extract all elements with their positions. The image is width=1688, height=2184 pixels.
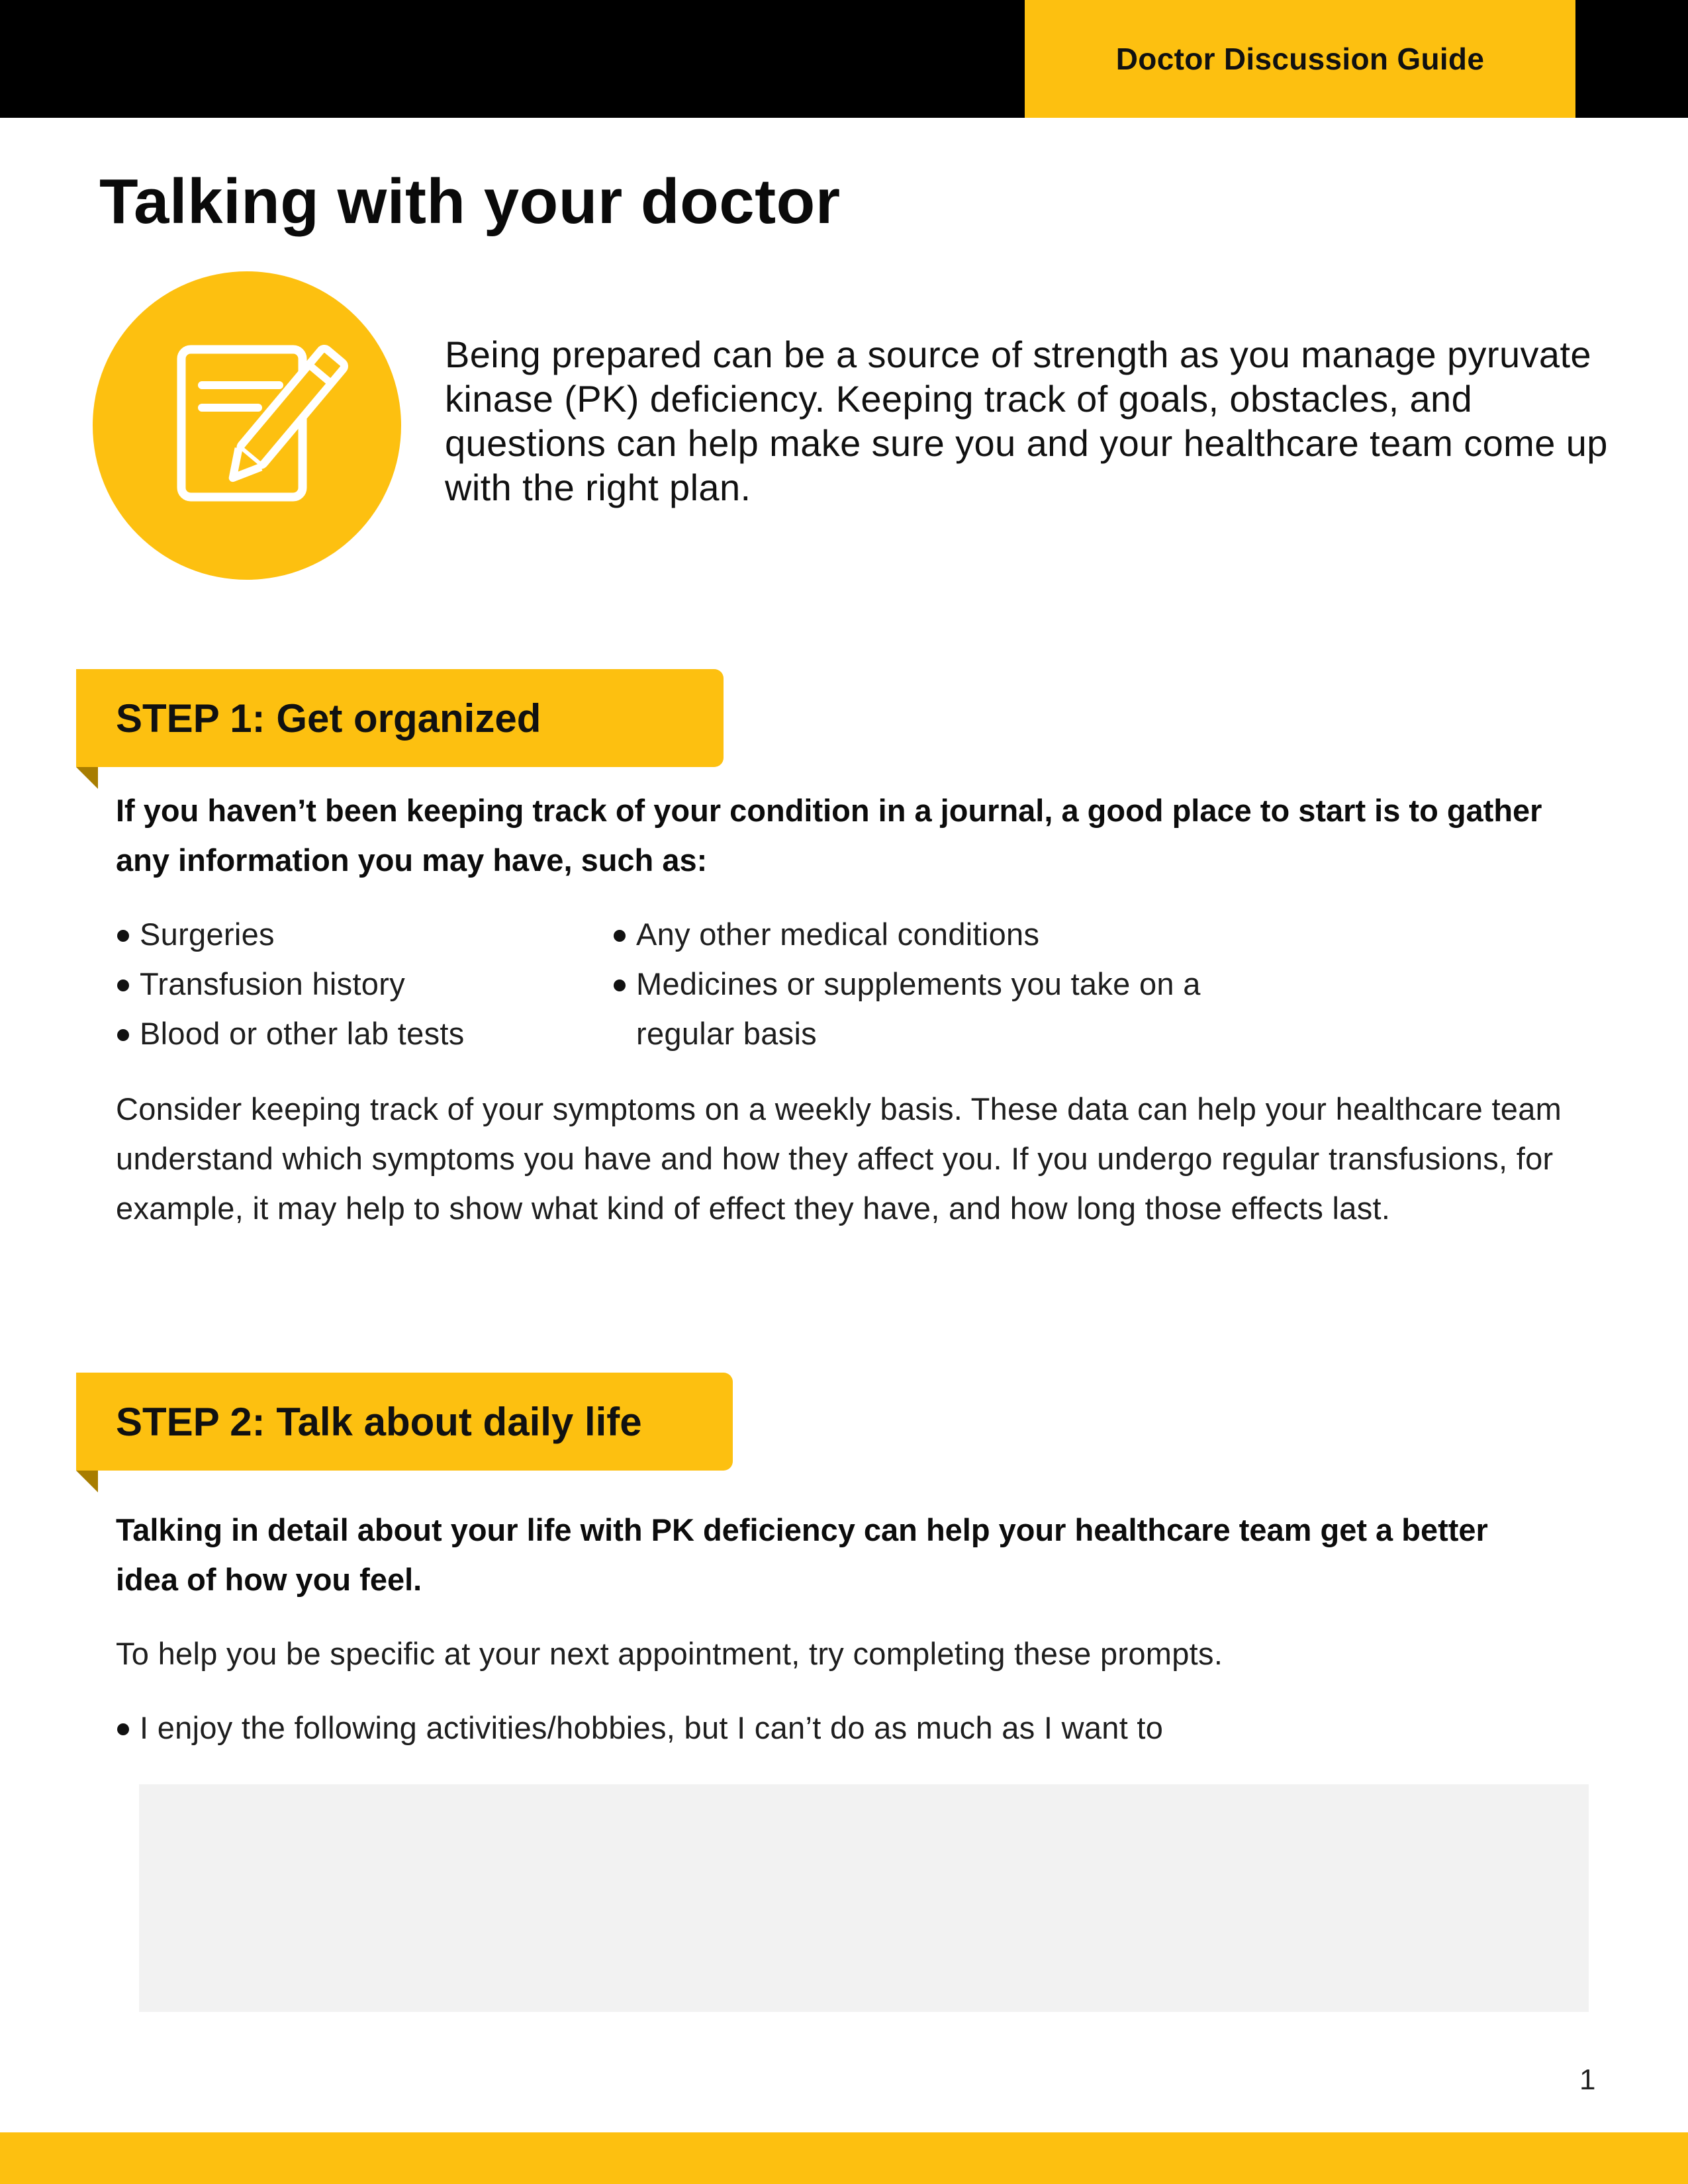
step2-banner: [76, 1373, 733, 1471]
step2-lead: Talking in detail about your life with PK deficiency can help your healthcare team get a better idea of how you feel.: [116, 1512, 1488, 1597]
page-number: 1: [1579, 2064, 1596, 2096]
step2-plate: [76, 1373, 733, 1471]
hero-badge: [93, 271, 401, 580]
prompt-item: I enjoy the following activities/hobbies, but I can’t do as much as I want to: [116, 1703, 1572, 1752]
list-item: Surgeries: [116, 909, 579, 959]
step2-heading: STEP 2: Talk about daily life: [116, 1399, 642, 1444]
intro-paragraph: Being prepared can be a source of strength as you manage pyruvate kinase (PK) deficiency. Keeping track of goals, obstacles, and questions can help make sure you and your healthcare team come up with the right plan.: [445, 334, 1608, 508]
list-item: Blood or other lab tests: [116, 1009, 579, 1058]
step1-body: Consider keeping track of your symptoms on a weekly basis. These data can help your healthcare team understand which symptoms you have and how they affect you. If you undergo regular transfusions, for example, it may help to show what kind of effect they have, and how long those effects last.: [116, 1091, 1562, 1226]
notepad-pencil-icon: [93, 271, 401, 580]
list-item: Medicines or supplements you take on a regular basis: [612, 959, 1208, 1058]
step2-prompts: [116, 1703, 1572, 1752]
step1-heading: STEP 1: Get organized: [116, 696, 541, 741]
prompt-answer-field[interactable]: [139, 1784, 1589, 2012]
step1-bullets-left: [116, 909, 579, 1058]
step1-lead: If you haven’t been keeping track of your condition in a journal, a good place to start is to gather any information you may have, such as:: [116, 793, 1542, 878]
list-item: Transfusion history: [116, 959, 579, 1009]
step2-instruction: To help you be specific at your next appointment, try completing these prompts.: [116, 1636, 1223, 1671]
step1-plate: [76, 669, 724, 767]
header-bar: [0, 0, 1688, 118]
footer-bar: [0, 2132, 1688, 2184]
page-title: Talking with your doctor: [99, 166, 841, 237]
list-item: Any other medical conditions: [612, 909, 1208, 959]
guide-label: Doctor Discussion Guide: [1115, 42, 1485, 76]
banner-fold: [76, 767, 98, 789]
step1-bullets-right: [612, 909, 1208, 1058]
banner-fold: [76, 1471, 98, 1492]
step1-banner: [76, 669, 724, 767]
guide-label-tab: [1025, 0, 1575, 118]
